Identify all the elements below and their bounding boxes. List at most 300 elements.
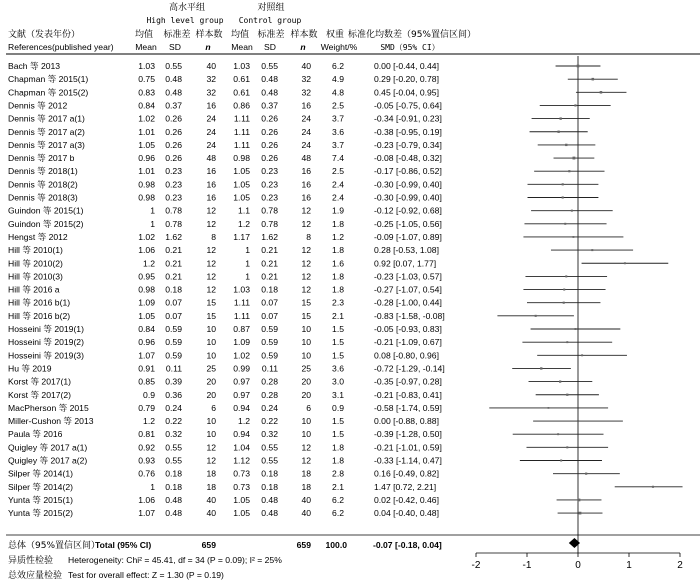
exp-mean: 0.95 (138, 271, 155, 282)
study-name: Chapman 等 2015(1) (8, 74, 89, 85)
ctrl-mean: 0.61 (233, 87, 250, 98)
overall-effect-text: Test for overall effect: Z = 1.30 (P = 0.19) (68, 570, 224, 580)
exp-mean: 1.03 (138, 61, 155, 71)
study-name: Miller-Cushon 等 2013 (8, 416, 94, 427)
exp-sd: 0.78 (165, 205, 182, 216)
exp-mean: 1.05 (138, 310, 155, 321)
study-name: Dennis 等 2017 a(1) (8, 113, 85, 124)
smd-ci: -0.34 [-0.91, 0.23] (374, 113, 442, 124)
exp-sd: 0.48 (165, 87, 182, 98)
study-name: Hill 等 2010(2) (8, 258, 63, 269)
ctrl-sd: 0.18 (261, 284, 278, 295)
ctrl-sd: 0.59 (261, 324, 278, 334)
weight: 3.1 (332, 389, 344, 400)
smd-ci: -0.21 [-1.01, 0.59] (374, 442, 442, 453)
ctrl-n: 20 (301, 376, 311, 387)
exp-sd: 0.48 (165, 508, 182, 519)
footer (8, 554, 282, 581)
study-name: Hill 等 2016 b(2) (8, 310, 71, 321)
ctrl-group-cn: 对照组 (257, 3, 285, 13)
point-estimate (577, 65, 580, 68)
weight: 2.4 (332, 192, 344, 203)
smd-ci: 0.28 [-0.53, 1.08] (374, 245, 439, 256)
exp-n: 10 (206, 429, 216, 440)
ctrl-group-en: Control group (238, 16, 302, 25)
point-estimate (540, 367, 542, 369)
heterogeneity-label: 异质性检验 (8, 556, 54, 566)
smd-ci: -0.28 [-1.00, 0.44] (374, 297, 442, 308)
ctrl-mean: 1.2 (238, 218, 250, 229)
smd-ci: 0.92 [0.07, 1.77] (374, 258, 437, 269)
ctrl-mean: 1.05 (233, 179, 250, 190)
study-name: Guindon 等 2015(2) (8, 218, 84, 229)
ctrl-n: 12 (301, 205, 311, 216)
point-estimate (535, 315, 537, 317)
weight: 3.7 (332, 139, 344, 150)
ctrl-sd: 0.55 (261, 61, 278, 71)
weight-header-en: Weight/% (320, 42, 358, 52)
study-name: Quigley 等 2017 a(2) (8, 455, 88, 466)
point-estimate (560, 459, 562, 461)
exp-n: 15 (206, 297, 216, 308)
exp-n: 8 (211, 231, 216, 242)
ctrl-sd-header-en: SD (264, 42, 276, 52)
smd-ci: 0.02 [-0.42, 0.46] (374, 494, 439, 505)
total-n2: 659 (296, 540, 311, 550)
ctrl-n: 16 (301, 100, 311, 111)
study-name: Hill 等 2010(1) (8, 245, 63, 256)
ctrl-mean: 0.94 (233, 402, 250, 413)
ctrl-sd: 0.23 (261, 166, 278, 177)
point-estimate (624, 262, 626, 264)
ctrl-n: 32 (301, 74, 311, 85)
exp-mean: 1.02 (138, 231, 155, 242)
point-estimate (562, 183, 564, 185)
point-estimate (591, 249, 593, 251)
ctrl-sd: 0.07 (261, 297, 278, 308)
exp-n: 12 (206, 258, 216, 269)
exp-n: 25 (206, 363, 216, 374)
ctrl-n: 10 (301, 324, 311, 334)
plot-marks (489, 56, 682, 553)
ctrl-sd: 0.21 (261, 258, 278, 269)
point-estimate (568, 170, 570, 172)
weight: 1.6 (332, 258, 344, 269)
ctrl-mean: 0.97 (233, 376, 250, 387)
ctrl-sd: 0.22 (261, 416, 278, 427)
exp-sd: 0.55 (165, 455, 182, 466)
ctrl-sd: 0.48 (261, 494, 278, 505)
ctrl-mean: 1.09 (233, 337, 250, 348)
exp-mean: 0.83 (138, 87, 155, 98)
study-name: Silper 等 2014(1) (8, 468, 73, 479)
point-estimate (564, 223, 566, 225)
exp-mean: 0.76 (138, 468, 155, 479)
exp-sd-header-cn: 标准差 (163, 30, 191, 40)
exp-mean: 1 (150, 481, 155, 492)
ctrl-sd: 0.59 (261, 337, 278, 348)
study-name: Dennis 等 2017 a(2) (8, 126, 85, 137)
smd-header-cn: 标准化均数差（95%置信区间） (347, 30, 477, 40)
point-estimate (548, 407, 550, 409)
ctrl-mean: 1.05 (233, 166, 250, 177)
smd-ci: 0.08 [-0.80, 0.96] (374, 350, 439, 361)
study-name: Dennis 等 2012 (8, 100, 68, 111)
exp-sd: 0.18 (165, 481, 182, 492)
ctrl-n: 6 (306, 402, 311, 413)
exp-n: 10 (206, 337, 216, 348)
ctrl-mean: 1.11 (233, 113, 250, 124)
ctrl-mean: 1 (245, 271, 250, 282)
ctrl-sd: 0.26 (261, 126, 278, 137)
exp-sd: 0.26 (165, 126, 182, 137)
study-name: Dennis 等 2017 a(3) (8, 139, 85, 150)
x-axis (472, 553, 684, 571)
ctrl-mean-header-cn: 均值 (230, 30, 250, 40)
ctrl-sd: 0.07 (261, 310, 278, 321)
smd-ci: -0.72 [-1.29, -0.14] (374, 363, 445, 374)
point-estimate (566, 394, 568, 396)
header (6, 1, 700, 54)
exp-n: 10 (206, 416, 216, 427)
ctrl-mean: 0.87 (233, 324, 250, 334)
ctrl-mean: 1.11 (233, 139, 250, 150)
point-estimate (573, 157, 576, 160)
point-estimate (562, 196, 564, 198)
ctrl-mean: 0.99 (233, 363, 250, 374)
ctrl-n: 12 (301, 271, 311, 282)
exp-group-cn: 高水平组 (168, 3, 206, 13)
exp-mean: 0.96 (138, 337, 155, 348)
smd-ci: -0.09 [-1.07, 0.89] (374, 231, 442, 242)
exp-n: 24 (206, 139, 216, 150)
ctrl-mean: 1.02 (233, 350, 250, 361)
ctrl-sd: 0.37 (261, 100, 278, 111)
exp-mean: 1 (150, 205, 155, 216)
exp-n: 20 (206, 389, 216, 400)
exp-mean-header-en: Mean (135, 42, 157, 52)
exp-mean: 0.98 (138, 192, 155, 203)
weight-header-cn: 权重 (325, 30, 345, 40)
point-estimate (652, 486, 654, 488)
ctrl-n: 8 (306, 231, 311, 242)
exp-n: 12 (206, 218, 216, 229)
x-tick-label: -2 (471, 560, 481, 571)
ctrl-sd: 0.18 (261, 481, 278, 492)
ctrl-sd-header-cn: 标准差 (257, 30, 285, 40)
study-name: Hosseini 等 2019(3) (8, 350, 84, 361)
smd-ci: -0.05 [-0.75, 0.64] (374, 100, 442, 111)
point-estimate (566, 446, 568, 448)
weight: 2.1 (332, 481, 344, 492)
x-tick-label: 0 (575, 560, 581, 571)
weight: 1.5 (332, 350, 344, 361)
ctrl-sd: 0.48 (261, 508, 278, 519)
smd-ci: -0.21 [-1.09, 0.67] (374, 337, 442, 348)
point-estimate (565, 275, 567, 277)
ctrl-n-header-en: n (300, 42, 306, 52)
ctrl-mean: 0.97 (233, 389, 250, 400)
ctrl-sd: 0.23 (261, 192, 278, 203)
smd-ci: 0.04 [-0.40, 0.48] (374, 508, 439, 519)
exp-sd: 0.48 (165, 494, 182, 505)
ctrl-mean: 1.17 (233, 231, 250, 242)
point-estimate (557, 433, 559, 435)
ctrl-sd: 0.28 (261, 376, 278, 387)
weight: 4.8 (332, 87, 344, 98)
exp-n: 40 (206, 61, 216, 71)
exp-n: 16 (206, 192, 216, 203)
exp-n: 16 (206, 100, 216, 111)
total-row (6, 535, 700, 551)
ctrl-n: 12 (301, 245, 311, 256)
study-name: Dennis 等 2018(3) (8, 192, 78, 203)
weight: 1.5 (332, 337, 344, 348)
exp-sd: 0.21 (165, 271, 182, 282)
point-estimate (565, 144, 567, 146)
point-estimate (563, 289, 565, 291)
exp-mean: 0.91 (138, 363, 155, 374)
smd-ci: -0.33 [-1.14, 0.47] (374, 455, 442, 466)
exp-sd-header-en: SD (169, 42, 181, 52)
point-estimate (572, 236, 574, 238)
smd-ci: -0.25 [-1.05, 0.56] (374, 218, 442, 229)
exp-mean: 0.92 (138, 442, 155, 453)
x-tick-label: 2 (677, 560, 683, 571)
weight: 6.2 (332, 61, 344, 71)
smd-ci: -0.12 [-0.92, 0.68] (374, 205, 442, 216)
overall-effect-label: 总效应量检验 (8, 571, 63, 581)
point-estimate (557, 131, 559, 133)
study-header-en: References(published year) (8, 42, 114, 52)
total-n1: 659 (201, 540, 216, 550)
ctrl-sd: 0.26 (261, 139, 278, 150)
study-name: Guindon 等 2015(1) (8, 205, 84, 216)
study-name: Hill 等 2016 b(1) (8, 297, 71, 308)
ctrl-n: 25 (301, 363, 311, 374)
exp-mean: 1.01 (138, 126, 155, 137)
smd-ci: -0.83 [-1.58, -0.08] (374, 310, 445, 321)
smd-ci: -0.35 [-0.97, 0.28] (374, 376, 442, 387)
smd-header-en: SMD（95% CI） (380, 43, 440, 52)
smd-ci: -0.21 [-0.83, 0.41] (374, 389, 442, 400)
weight: 2.4 (332, 179, 344, 190)
smd-ci: 0.00 [-0.44, 0.44] (374, 61, 439, 71)
weight: 1.9 (332, 205, 344, 216)
weight: 1.8 (332, 218, 344, 229)
exp-sd: 0.59 (165, 337, 182, 348)
ctrl-sd: 0.23 (261, 179, 278, 190)
point-estimate (571, 210, 573, 212)
point-estimate (574, 104, 576, 106)
ctrl-mean: 0.73 (233, 468, 250, 479)
exp-n: 12 (206, 271, 216, 282)
ctrl-n: 40 (301, 61, 311, 71)
ctrl-sd: 0.21 (261, 245, 278, 256)
exp-sd: 0.21 (165, 258, 182, 269)
study-name: Hill 等 2016 a (8, 284, 60, 295)
weight: 2.5 (332, 100, 344, 111)
point-estimate (577, 420, 579, 422)
study-name: Hosseini 等 2019(1) (8, 324, 84, 334)
heterogeneity-text: Heterogeneity: Chi² = 45.41, df = 34 (P = 0.09); I² = 25% (68, 555, 282, 565)
exp-n: 12 (206, 245, 216, 256)
ctrl-mean: 1.03 (233, 61, 250, 71)
ctrl-n: 24 (301, 113, 311, 124)
exp-sd: 0.07 (165, 310, 182, 321)
exp-mean: 0.93 (138, 455, 155, 466)
ctrl-sd: 0.48 (261, 87, 278, 98)
exp-mean: 1.2 (143, 258, 155, 269)
exp-mean: 1.05 (138, 139, 155, 150)
ctrl-n-header-cn: 样本数 (290, 30, 318, 40)
study-name: Yunta 等 2015(2) (8, 508, 73, 519)
point-estimate (578, 499, 581, 502)
exp-n: 24 (206, 126, 216, 137)
ctrl-n: 12 (301, 442, 311, 453)
ctrl-mean: 0.86 (233, 100, 250, 111)
exp-sd: 0.23 (165, 192, 182, 203)
smd-ci: -0.38 [-0.95, 0.19] (374, 126, 442, 137)
ctrl-mean: 1.1 (238, 205, 250, 216)
study-name: Quigley 等 2017 a(1) (8, 442, 88, 453)
ctrl-sd: 0.48 (261, 74, 278, 85)
study-header-cn: 文献（发表年份） (8, 30, 81, 40)
exp-sd: 0.39 (165, 376, 182, 387)
weight: 2.5 (332, 166, 344, 177)
ctrl-mean: 1.05 (233, 494, 250, 505)
exp-sd: 0.26 (165, 153, 182, 164)
exp-sd: 0.32 (165, 429, 182, 440)
exp-n: 40 (206, 508, 216, 519)
ctrl-n: 32 (301, 87, 311, 98)
smd-ci: -0.23 [-1.03, 0.57] (374, 271, 442, 282)
exp-sd: 0.37 (165, 100, 182, 111)
weight: 3.6 (332, 126, 344, 137)
exp-sd: 0.24 (165, 402, 182, 413)
ctrl-sd: 0.24 (261, 402, 278, 413)
exp-n: 10 (206, 350, 216, 361)
ctrl-mean: 1 (245, 245, 250, 256)
smd-ci: 0.29 [-0.20, 0.78] (374, 74, 439, 85)
exp-mean: 1.09 (138, 297, 155, 308)
exp-sd: 0.26 (165, 139, 182, 150)
ctrl-mean: 1.11 (233, 126, 250, 137)
ctrl-n: 10 (301, 429, 311, 440)
ctrl-n: 40 (301, 494, 311, 505)
point-estimate (581, 354, 583, 356)
weight: 1.8 (332, 455, 344, 466)
exp-n: 18 (206, 481, 216, 492)
study-name: Dennis 等 2018(2) (8, 179, 78, 190)
ctrl-sd: 0.18 (261, 468, 278, 479)
ctrl-n: 24 (301, 139, 311, 150)
exp-sd: 0.55 (165, 61, 182, 71)
ctrl-n: 12 (301, 258, 311, 269)
smd-ci: -0.58 [-1.74, 0.59] (374, 402, 442, 413)
exp-mean: 1.2 (143, 416, 155, 427)
ctrl-sd: 1.62 (261, 231, 278, 242)
exp-mean: 0.79 (138, 402, 155, 413)
study-rows (8, 60, 445, 518)
exp-sd: 0.36 (165, 389, 182, 400)
point-estimate (563, 302, 565, 304)
ctrl-sd: 0.26 (261, 113, 278, 124)
ctrl-mean: 1.11 (233, 297, 250, 308)
ctrl-n: 16 (301, 166, 311, 177)
exp-sd: 0.22 (165, 416, 182, 427)
ctrl-sd: 0.28 (261, 389, 278, 400)
point-estimate (579, 512, 582, 515)
exp-n: 16 (206, 166, 216, 177)
study-name: Silper 等 2014(2) (8, 481, 73, 492)
ctrl-mean: 1.05 (233, 192, 250, 203)
ctrl-n: 12 (301, 218, 311, 229)
exp-n: 48 (206, 153, 216, 164)
weight: 4.9 (332, 74, 344, 85)
smd-ci: 0.00 [-0.88, 0.88] (374, 416, 439, 427)
ctrl-sd: 0.11 (261, 363, 278, 374)
exp-mean: 1.01 (138, 166, 155, 177)
exp-mean: 1.06 (138, 494, 155, 505)
ctrl-n: 40 (301, 508, 311, 519)
smd-ci: -0.30 [-0.99, 0.40] (374, 192, 442, 203)
study-name: Chapman 等 2015(2) (8, 87, 89, 98)
ctrl-n: 16 (301, 192, 311, 203)
exp-n: 12 (206, 442, 216, 453)
ctrl-sd: 0.78 (261, 218, 278, 229)
weight: 2.3 (332, 297, 344, 308)
ctrl-mean: 1.11 (233, 310, 250, 321)
study-name: Hosseini 等 2019(2) (8, 337, 84, 348)
weight: 1.2 (332, 231, 344, 242)
exp-mean: 0.9 (143, 389, 155, 400)
weight: 1.8 (332, 245, 344, 256)
exp-n: 20 (206, 376, 216, 387)
point-estimate (585, 473, 587, 475)
ctrl-n: 18 (301, 468, 311, 479)
exp-n: 6 (211, 402, 216, 413)
exp-n: 18 (206, 468, 216, 479)
weight: 0.9 (332, 402, 344, 413)
ctrl-mean: 0.73 (233, 481, 250, 492)
exp-mean: 0.84 (138, 324, 155, 334)
exp-sd: 0.23 (165, 166, 182, 177)
x-tick-label: -1 (522, 560, 532, 571)
ctrl-sd: 0.59 (261, 350, 278, 361)
exp-mean: 0.81 (138, 429, 155, 440)
smd-ci: 0.16 [-0.49, 0.82] (374, 468, 439, 479)
point-estimate (574, 328, 576, 330)
weight: 3.7 (332, 113, 344, 124)
exp-sd: 0.55 (165, 442, 182, 453)
exp-mean: 1.06 (138, 245, 155, 256)
ctrl-mean: 0.94 (233, 429, 250, 440)
smd-ci: -0.39 [-1.28, 0.50] (374, 429, 442, 440)
exp-n: 32 (206, 87, 216, 98)
smd-ci: -0.08 [-0.48, 0.32] (374, 153, 442, 164)
ctrl-sd: 0.55 (261, 442, 278, 453)
exp-n: 12 (206, 455, 216, 466)
exp-n: 12 (206, 205, 216, 216)
ctrl-mean: 0.61 (233, 74, 250, 85)
ctrl-mean: 1.12 (233, 455, 250, 466)
exp-mean: 0.84 (138, 100, 155, 111)
weight: 3.6 (332, 363, 344, 374)
point-estimate (600, 91, 603, 94)
exp-n: 32 (206, 74, 216, 85)
exp-sd: 0.26 (165, 113, 182, 124)
